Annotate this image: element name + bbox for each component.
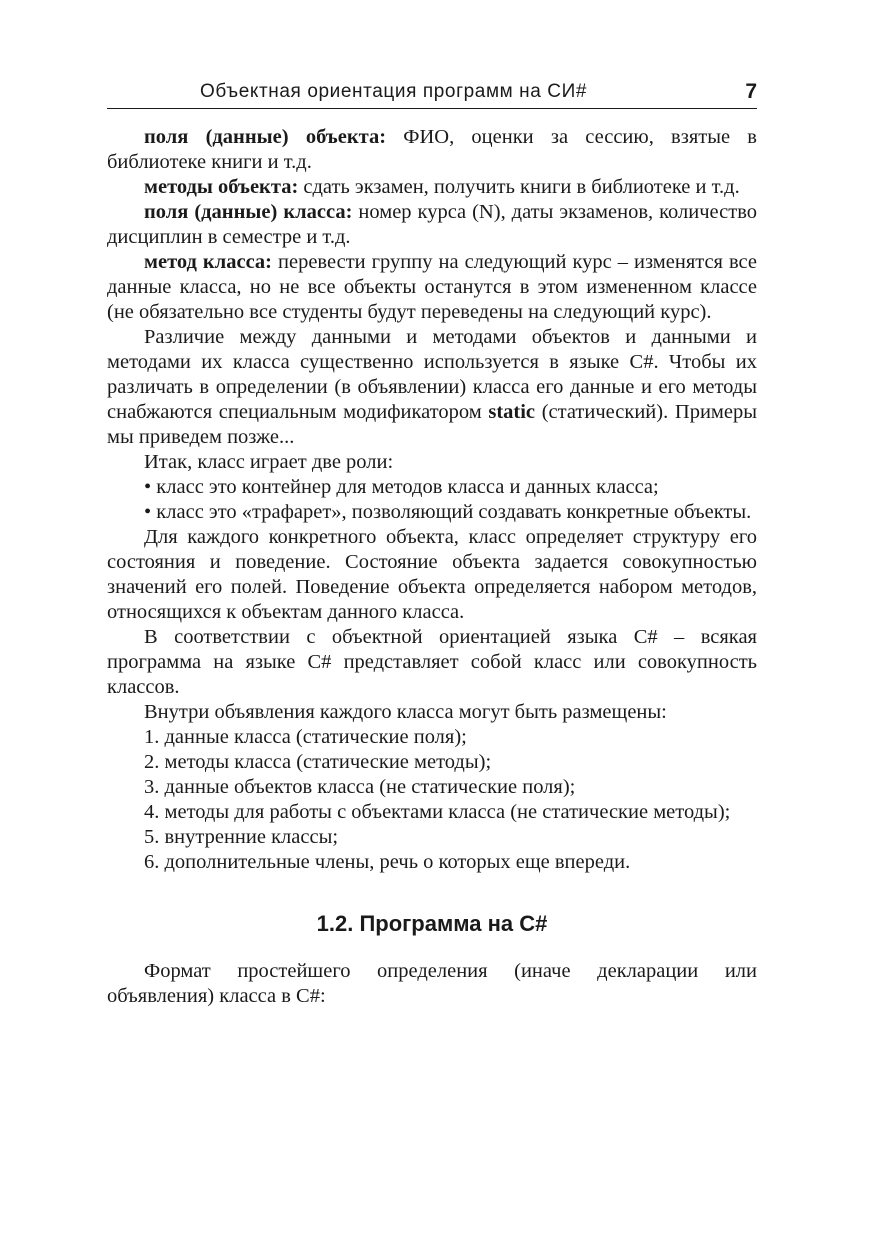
class-fields-text: номер курса (N), даты экзаменов, количество дисциплин в семестре и т.д. [107,201,757,248]
paragraph-class-roles: Итак, класс играет две роли: [144,451,394,473]
paragraph-class-fields [107,200,757,250]
running-title: Объектная ориентация программ на СИ# [200,81,588,102]
paragraph-static-difference [107,325,757,450]
term-class-method: метод класса: [144,251,272,273]
paragraph-class-contents: Внутри объявления каждого класса могут быть размещены: [144,701,667,723]
list-item: 1. данные класса (статические поля); [144,726,467,748]
list-item: 4. методы для работы с объектами класса (не статические методы); [144,801,731,823]
paragraph-object-methods [107,175,757,200]
term-object-methods: методы объекта: [144,176,299,198]
paragraph-object-structure: Для каждого конкретного объекта, класс определяет структуру его состояния и поведение. Состояние объекта задается совокупностью значений его полей. Поведение объекта определяется набором методов, относящихся к объектам данного класса. [107,526,757,623]
paragraph-object-fields [107,125,757,175]
object-fields-text: ФИО, оценки за сессию, взятые в библиотеке книги и т.д. [107,126,757,173]
static-text-before: Различие между данными и методами объектов и данными и методами их класса существенно используется в языке С#. Чтобы их различать в определении (в объявлении) класса его данные и его методы снабжаются специальным модификатором [107,326,757,423]
static-text-after: (статический). Примеры мы приведем позже... [107,401,758,448]
list-item: 6. дополнительные члены, речь о которых еще впереди. [144,851,631,873]
term-class-fields: поля (данные) класса: [144,201,353,223]
class-method-text: перевести группу на следующий курс – изменятся все данные класса, но не все объекты останутся в этом измененном классе (не обязательно все студенты будут переведены на следующий курс). [107,251,758,323]
page-body [107,125,757,1009]
bullet-item: • класс это «трафарет», позволяющий создавать конкретные объекты. [144,501,752,523]
section-heading: 1.2. Программа на С# [316,911,548,936]
list-item: 2. методы класса (статические методы); [144,751,492,773]
list-item: 3. данные объектов класса (не статические поля); [144,776,576,798]
bullet-item: • класс это контейнер для методов класса и данных класса; [144,476,659,498]
list-item: 5. внутренние классы; [144,826,339,848]
running-header [107,78,757,109]
term-object-fields: поля (данные) объекта: [144,126,387,148]
page-number: 7 [745,80,757,103]
paragraph-section-intro: Формат простейшего определения (иначе декларации или объявления) класса в С#: [107,960,757,1007]
paragraph-program-as-classes: В соответствии с объектной ориентацией языка С# – всякая программа на языке С# представляет собой класс или совокупность классов. [107,626,757,698]
object-methods-text: сдать экзамен, получить книги в библиотеке и т.д. [298,176,740,198]
paragraph-class-method [107,250,757,325]
static-keyword: static [488,401,536,423]
